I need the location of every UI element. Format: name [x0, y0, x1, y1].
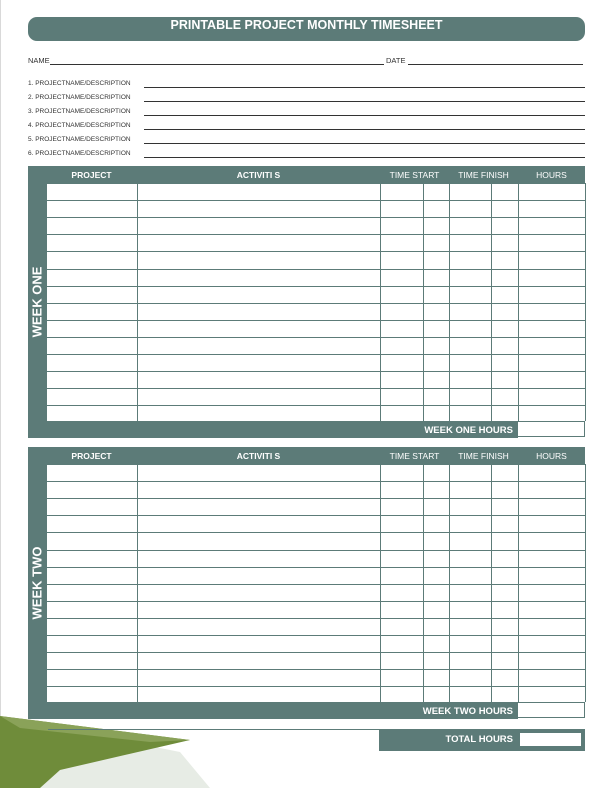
table-cell[interactable] — [380, 601, 423, 618]
table-cell[interactable] — [518, 601, 585, 618]
table-cell[interactable] — [137, 217, 380, 234]
table-cell[interactable] — [491, 498, 518, 515]
table-cell[interactable] — [491, 251, 518, 268]
table-cell[interactable] — [518, 200, 585, 217]
table-cell[interactable] — [137, 371, 380, 388]
table-cell[interactable] — [423, 371, 449, 388]
table-cell[interactable] — [380, 269, 423, 286]
table-cell[interactable] — [380, 200, 423, 217]
table-cell[interactable] — [46, 601, 137, 618]
table-column-line — [518, 464, 519, 702]
table-cell[interactable] — [380, 584, 423, 601]
table-cell[interactable] — [518, 686, 585, 703]
table-cell[interactable] — [449, 515, 491, 532]
table-cell[interactable] — [380, 618, 423, 635]
bottom-rule — [48, 729, 379, 730]
week-table — [28, 166, 585, 438]
table-column-line — [491, 464, 492, 702]
table-cell[interactable] — [423, 464, 449, 481]
table-cell[interactable] — [380, 303, 423, 320]
name-field[interactable] — [50, 64, 384, 65]
table-cell[interactable] — [449, 251, 491, 268]
table-cell[interactable] — [449, 354, 491, 371]
week-hours-footer — [28, 702, 518, 719]
table-cell[interactable] — [46, 405, 137, 422]
project-description-label: 1. PROJECTNAME/DESCRIPTION — [28, 80, 131, 87]
table-cell[interactable] — [518, 464, 585, 481]
week-column-header — [46, 166, 585, 183]
project-column-header: PROJECT — [71, 451, 112, 461]
table-cell[interactable] — [491, 388, 518, 405]
table-cell[interactable] — [449, 371, 491, 388]
table-cell[interactable] — [518, 234, 585, 251]
table-cell[interactable] — [423, 652, 449, 669]
table-cell[interactable] — [423, 635, 449, 652]
table-cell[interactable] — [518, 635, 585, 652]
table-cell[interactable] — [137, 464, 380, 481]
table-cell[interactable] — [380, 405, 423, 422]
project-description-field[interactable] — [144, 101, 585, 102]
table-cell[interactable] — [449, 200, 491, 217]
table-cell[interactable] — [491, 405, 518, 422]
table-cell[interactable] — [380, 251, 423, 268]
table-cell[interactable] — [380, 532, 423, 549]
table-cell[interactable] — [137, 320, 380, 337]
table-cell[interactable] — [137, 251, 380, 268]
table-cell[interactable] — [46, 337, 137, 354]
table-cell[interactable] — [518, 371, 585, 388]
table-cell[interactable] — [491, 686, 518, 703]
table-cell[interactable] — [449, 601, 491, 618]
table-cell[interactable] — [491, 584, 518, 601]
table-cell[interactable] — [518, 405, 585, 422]
table-cell[interactable] — [137, 303, 380, 320]
table-cell[interactable] — [423, 498, 449, 515]
table-column-line — [491, 183, 492, 421]
project-description-label: 5. PROJECTNAME/DESCRIPTION — [28, 136, 131, 143]
table-cell[interactable] — [137, 652, 380, 669]
table-column-line — [423, 464, 424, 702]
table-cell[interactable] — [137, 481, 380, 498]
table-cell[interactable] — [137, 532, 380, 549]
table-column-line — [449, 183, 450, 421]
week-sidebar — [28, 447, 46, 719]
activities-column-header: ACTIVITI S — [236, 451, 281, 461]
table-cell[interactable] — [449, 498, 491, 515]
table-cell[interactable] — [449, 303, 491, 320]
table-cell[interactable] — [491, 354, 518, 371]
table-cell[interactable] — [380, 286, 423, 303]
week-hours-footer — [28, 421, 518, 438]
table-cell[interactable] — [449, 286, 491, 303]
table-cell[interactable] — [423, 269, 449, 286]
table-cell[interactable] — [137, 183, 380, 200]
table-cell[interactable] — [46, 532, 137, 549]
table-cell[interactable] — [491, 550, 518, 567]
week-label: WEEK TWO — [29, 546, 45, 620]
table-cell[interactable] — [423, 200, 449, 217]
week-column-header — [46, 447, 585, 464]
table-cell[interactable] — [491, 669, 518, 686]
hours-column-header: HOURS — [536, 451, 567, 461]
table-cell[interactable] — [449, 635, 491, 652]
table-cell[interactable] — [491, 286, 518, 303]
table-cell[interactable] — [137, 635, 380, 652]
time-finish-column-header: TIME FINISH — [458, 170, 509, 180]
table-cell[interactable] — [449, 686, 491, 703]
table-cell[interactable] — [137, 515, 380, 532]
table-cell[interactable] — [449, 217, 491, 234]
table-cell[interactable] — [423, 567, 449, 584]
table-cell[interactable] — [137, 388, 380, 405]
table-cell[interactable] — [380, 183, 423, 200]
table-cell[interactable] — [137, 354, 380, 371]
project-description-label: 3. PROJECTNAME/DESCRIPTION — [28, 108, 131, 115]
table-cell[interactable] — [46, 234, 137, 251]
project-column-header: PROJECT — [71, 170, 112, 180]
total-hours-bar — [379, 729, 585, 751]
table-cell[interactable] — [518, 269, 585, 286]
table-column-line — [423, 183, 424, 421]
table-cell[interactable] — [491, 234, 518, 251]
table-cell[interactable] — [491, 464, 518, 481]
table-cell[interactable] — [491, 183, 518, 200]
table-cell[interactable] — [423, 532, 449, 549]
table-cell[interactable] — [380, 371, 423, 388]
table-cell[interactable] — [137, 286, 380, 303]
project-description-field[interactable] — [144, 115, 585, 116]
table-cell[interactable] — [380, 217, 423, 234]
table-column-line — [585, 464, 586, 702]
table-cell[interactable] — [380, 515, 423, 532]
table-cell[interactable] — [46, 183, 137, 200]
table-cell[interactable] — [380, 669, 423, 686]
time-start-column-header: TIME START — [389, 170, 440, 180]
table-cell[interactable] — [423, 550, 449, 567]
table-cell[interactable] — [423, 481, 449, 498]
table-cell[interactable] — [518, 567, 585, 584]
table-cell[interactable] — [518, 550, 585, 567]
table-cell[interactable] — [491, 217, 518, 234]
table-cell[interactable] — [46, 652, 137, 669]
table-cell[interactable] — [518, 669, 585, 686]
table-cell[interactable] — [380, 234, 423, 251]
table-cell[interactable] — [491, 618, 518, 635]
table-cell[interactable] — [449, 464, 491, 481]
time-finish-column-header: TIME FINISH — [458, 451, 509, 461]
table-cell[interactable] — [46, 464, 137, 481]
table-cell[interactable] — [46, 515, 137, 532]
table-cell[interactable] — [491, 337, 518, 354]
table-cell[interactable] — [46, 618, 137, 635]
table-cell[interactable] — [137, 550, 380, 567]
table-column-line — [518, 183, 519, 421]
table-column-line — [449, 464, 450, 702]
table-cell[interactable] — [137, 337, 380, 354]
date-label: DATE — [386, 56, 406, 65]
table-cell[interactable] — [449, 337, 491, 354]
table-cell[interactable] — [518, 183, 585, 200]
page-title: PRINTABLE PROJECT MONTHLY TIMESHEET — [28, 17, 585, 41]
table-cell[interactable] — [46, 635, 137, 652]
table-cell[interactable] — [137, 618, 380, 635]
table-cell[interactable] — [137, 584, 380, 601]
table-cell[interactable] — [518, 652, 585, 669]
table-cell[interactable] — [380, 635, 423, 652]
week-table — [28, 447, 585, 719]
table-cell[interactable] — [518, 388, 585, 405]
week-sidebar — [28, 166, 46, 438]
table-cell[interactable] — [423, 686, 449, 703]
table-cell[interactable] — [137, 269, 380, 286]
table-cell[interactable] — [46, 200, 137, 217]
table-cell[interactable] — [491, 303, 518, 320]
table-cell[interactable] — [518, 286, 585, 303]
table-cell[interactable] — [380, 567, 423, 584]
table-cell[interactable] — [423, 234, 449, 251]
table-cell[interactable] — [423, 515, 449, 532]
total-hours-field[interactable] — [519, 732, 582, 747]
table-cell[interactable] — [449, 388, 491, 405]
table-cell[interactable] — [46, 498, 137, 515]
table-cell[interactable] — [423, 320, 449, 337]
table-cell[interactable] — [380, 481, 423, 498]
table-column-line — [137, 183, 138, 421]
table-column-line — [46, 464, 47, 702]
table-cell[interactable] — [491, 532, 518, 549]
table-cell[interactable] — [491, 515, 518, 532]
table-cell[interactable] — [491, 567, 518, 584]
week-hours-field[interactable] — [518, 702, 585, 718]
table-cell[interactable] — [449, 234, 491, 251]
table-cell[interactable] — [423, 584, 449, 601]
table-cell[interactable] — [137, 498, 380, 515]
table-cell[interactable] — [449, 550, 491, 567]
time-start-column-header: TIME START — [389, 451, 440, 461]
table-cell[interactable] — [380, 388, 423, 405]
table-cell[interactable] — [423, 337, 449, 354]
table-cell[interactable] — [423, 303, 449, 320]
table-cell[interactable] — [46, 269, 137, 286]
table-cell[interactable] — [46, 217, 137, 234]
table-cell[interactable] — [423, 601, 449, 618]
table-cell[interactable] — [449, 481, 491, 498]
table-cell[interactable] — [518, 498, 585, 515]
table-cell[interactable] — [380, 550, 423, 567]
table-cell[interactable] — [491, 601, 518, 618]
table-cell[interactable] — [380, 354, 423, 371]
table-cell[interactable] — [518, 532, 585, 549]
table-cell[interactable] — [491, 635, 518, 652]
table-cell[interactable] — [449, 405, 491, 422]
project-description-label: 4. PROJECTNAME/DESCRIPTION — [28, 122, 131, 129]
project-description-field[interactable] — [144, 157, 585, 158]
table-cell[interactable] — [491, 481, 518, 498]
table-cell[interactable] — [46, 354, 137, 371]
project-description-label: 6. PROJECTNAME/DESCRIPTION — [28, 150, 131, 157]
week-hours-label: WEEK ONE HOURS — [424, 425, 513, 436]
table-cell[interactable] — [46, 686, 137, 703]
table-cell[interactable] — [380, 686, 423, 703]
table-column-line — [585, 183, 586, 421]
table-cell[interactable] — [423, 251, 449, 268]
table-cell[interactable] — [46, 669, 137, 686]
table-cell[interactable] — [449, 532, 491, 549]
table-cell[interactable] — [46, 320, 137, 337]
table-cell[interactable] — [449, 320, 491, 337]
table-cell[interactable] — [449, 183, 491, 200]
table-cell[interactable] — [518, 320, 585, 337]
week-label: WEEK ONE — [29, 266, 45, 338]
activities-column-header: ACTIVITI S — [236, 170, 281, 180]
table-cell[interactable] — [491, 320, 518, 337]
table-cell[interactable] — [518, 481, 585, 498]
table-cell[interactable] — [46, 388, 137, 405]
table-column-line — [380, 464, 381, 702]
table-cell[interactable] — [46, 481, 137, 498]
project-description-field[interactable] — [144, 87, 585, 88]
table-cell[interactable] — [46, 303, 137, 320]
table-cell[interactable] — [380, 337, 423, 354]
name-label: NAME — [28, 56, 50, 65]
table-cell[interactable] — [449, 584, 491, 601]
table-cell[interactable] — [518, 515, 585, 532]
project-description-field[interactable] — [144, 143, 585, 144]
table-cell[interactable] — [449, 567, 491, 584]
table-column-line — [380, 183, 381, 421]
table-cell[interactable] — [46, 251, 137, 268]
table-cell[interactable] — [449, 618, 491, 635]
table-cell[interactable] — [518, 217, 585, 234]
table-cell[interactable] — [46, 286, 137, 303]
table-cell[interactable] — [423, 286, 449, 303]
table-cell[interactable] — [518, 337, 585, 354]
project-description-field[interactable] — [144, 129, 585, 130]
table-cell[interactable] — [423, 183, 449, 200]
total-hours-label: TOTAL HOURS — [445, 734, 513, 745]
table-cell[interactable] — [449, 652, 491, 669]
hours-column-header: HOURS — [536, 170, 567, 180]
table-cell[interactable] — [491, 269, 518, 286]
table-cell[interactable] — [518, 618, 585, 635]
table-cell[interactable] — [518, 354, 585, 371]
table-cell[interactable] — [423, 669, 449, 686]
table-cell[interactable] — [380, 464, 423, 481]
date-field[interactable] — [408, 64, 583, 65]
table-cell[interactable] — [137, 686, 380, 703]
table-cell[interactable] — [518, 251, 585, 268]
table-cell[interactable] — [518, 584, 585, 601]
table-cell[interactable] — [46, 371, 137, 388]
table-column-line — [46, 183, 47, 421]
table-cell[interactable] — [491, 652, 518, 669]
week-hours-label: WEEK TWO HOURS — [422, 706, 513, 717]
table-column-line — [137, 464, 138, 702]
table-cell[interactable] — [46, 584, 137, 601]
table-cell[interactable] — [449, 669, 491, 686]
table-cell[interactable] — [491, 371, 518, 388]
table-cell[interactable] — [137, 601, 380, 618]
table-cell[interactable] — [380, 498, 423, 515]
week-hours-field[interactable] — [518, 421, 585, 437]
table-cell[interactable] — [423, 405, 449, 422]
table-cell[interactable] — [423, 388, 449, 405]
table-cell[interactable] — [46, 550, 137, 567]
table-cell[interactable] — [137, 234, 380, 251]
table-cell[interactable] — [423, 618, 449, 635]
table-cell[interactable] — [137, 669, 380, 686]
table-cell[interactable] — [449, 269, 491, 286]
table-cell[interactable] — [137, 200, 380, 217]
table-cell[interactable] — [380, 320, 423, 337]
table-cell[interactable] — [380, 652, 423, 669]
table-cell[interactable] — [46, 567, 137, 584]
table-cell[interactable] — [423, 354, 449, 371]
table-cell[interactable] — [518, 303, 585, 320]
table-cell[interactable] — [137, 567, 380, 584]
table-cell[interactable] — [423, 217, 449, 234]
project-description-label: 2. PROJECTNAME/DESCRIPTION — [28, 94, 131, 101]
table-cell[interactable] — [491, 200, 518, 217]
table-cell[interactable] — [137, 405, 380, 422]
